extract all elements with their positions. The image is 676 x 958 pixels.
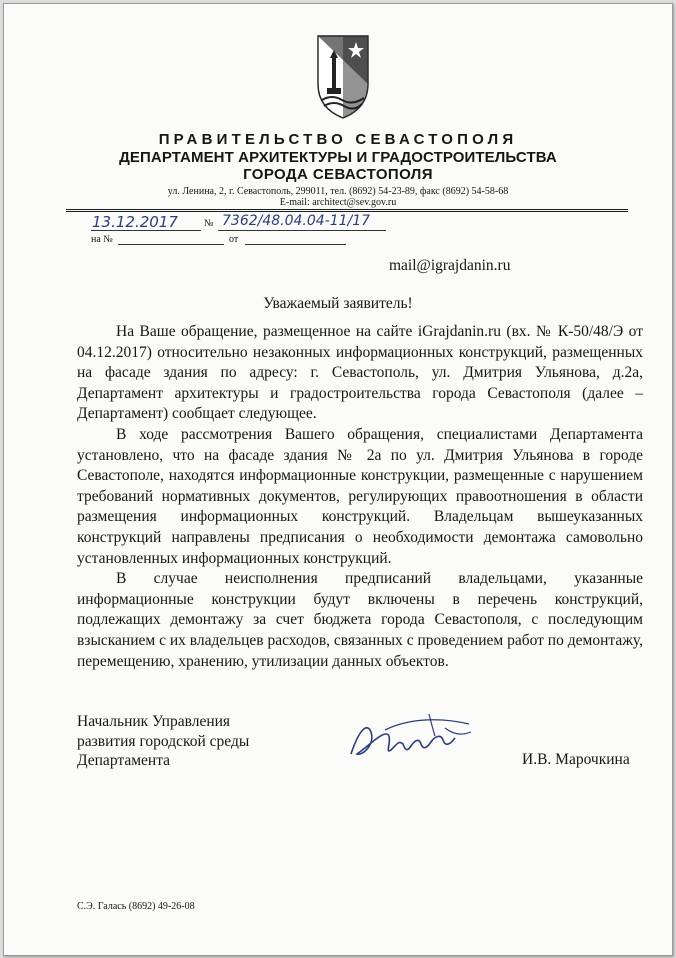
executor-contact: С.Э. Галась (8692) 49-26-08	[77, 901, 195, 912]
signatory-position	[77, 712, 249, 771]
paragraph-3: В случае неисполнения предписаний владельцами, указанные информационные конструкции будут включены в перечень конструкций, подлежащих демонтажу за счет бюджета города Севастополя, с последующим взысканием с их владельцев расходов, связанных с проведением работ по демонтажу, перемещению, хранению, утилизации данных объектов.	[77, 570, 643, 670]
header-rule-thin	[66, 211, 628, 212]
position-line-2: развития городской среды	[77, 732, 250, 750]
number-underline	[218, 230, 386, 231]
position-line-1: Начальник Управления	[77, 713, 231, 730]
salutation: Уважаемый заявитель!	[263, 295, 413, 312]
handwritten-date: 13.12.2017	[92, 213, 178, 231]
reply-from-label: от	[229, 234, 239, 245]
department-email: E-mail: architect@sev.gov.ru	[279, 197, 397, 208]
recipient-email: mail@igrajdanin.ru	[389, 257, 511, 274]
letter-body	[77, 322, 643, 672]
header-rule	[66, 209, 628, 210]
signatory-name: И.В. Марочкина	[522, 751, 630, 768]
paragraph-2: В ходе рассмотрения Вашего обращения, специалистами Департамента установлено, что на фасаде здания № 2а по ул. Дмитрия Ульянова в городе Севастополе, находятся информационные конструкции, размещенные с нарушением требований нормативных документов, регулирующих правоотношения в области размещения информационных конструкций. Владельцам вышеуказанных конструкций направлены предписания о необходимости демонтажа самовольно установленных информационных конструкций.	[77, 425, 643, 567]
handwritten-signature	[345, 710, 475, 770]
city-title: ГОРОДА СЕВАСТОПОЛЯ	[243, 166, 433, 183]
department-address: ул. Ленина, 2, г. Севастополь, 299011, тел. (8692) 54-23-89, факс (8692) 54-58-68	[167, 186, 509, 197]
reply-number-line	[118, 244, 224, 245]
government-title: ПРАВИТЕЛЬСТВО СЕВАСТОПОЛЯ	[158, 131, 518, 148]
position-line-3: Департамента	[77, 752, 171, 769]
reply-date-line	[245, 244, 346, 245]
paragraph-1: На Ваше обращение, размещенное на сайте iGrajdanin.ru (вх. № К-50/48/Э от 04.12.2017) относительно незаконных информационных конструкций, размещенных на фасаде здания по адресу: г. Севастополь, ул. Дмитрия Ульянова, д.2а, Департамент архитектуры и градостроительства города Севастополя (далее – Департамент) сообщает следующее.	[77, 323, 643, 423]
sevastopol-coat-of-arms-icon	[316, 34, 370, 120]
department-title: ДЕПАРТАМЕНТ АРХИТЕКТУРЫ И ГРАДОСТРОИТЕЛЬСТВА	[119, 149, 557, 166]
number-label: №	[204, 218, 214, 229]
handwritten-number: 7362/48.04.04-11/17	[222, 213, 371, 229]
reply-to-label: на №	[91, 234, 113, 245]
